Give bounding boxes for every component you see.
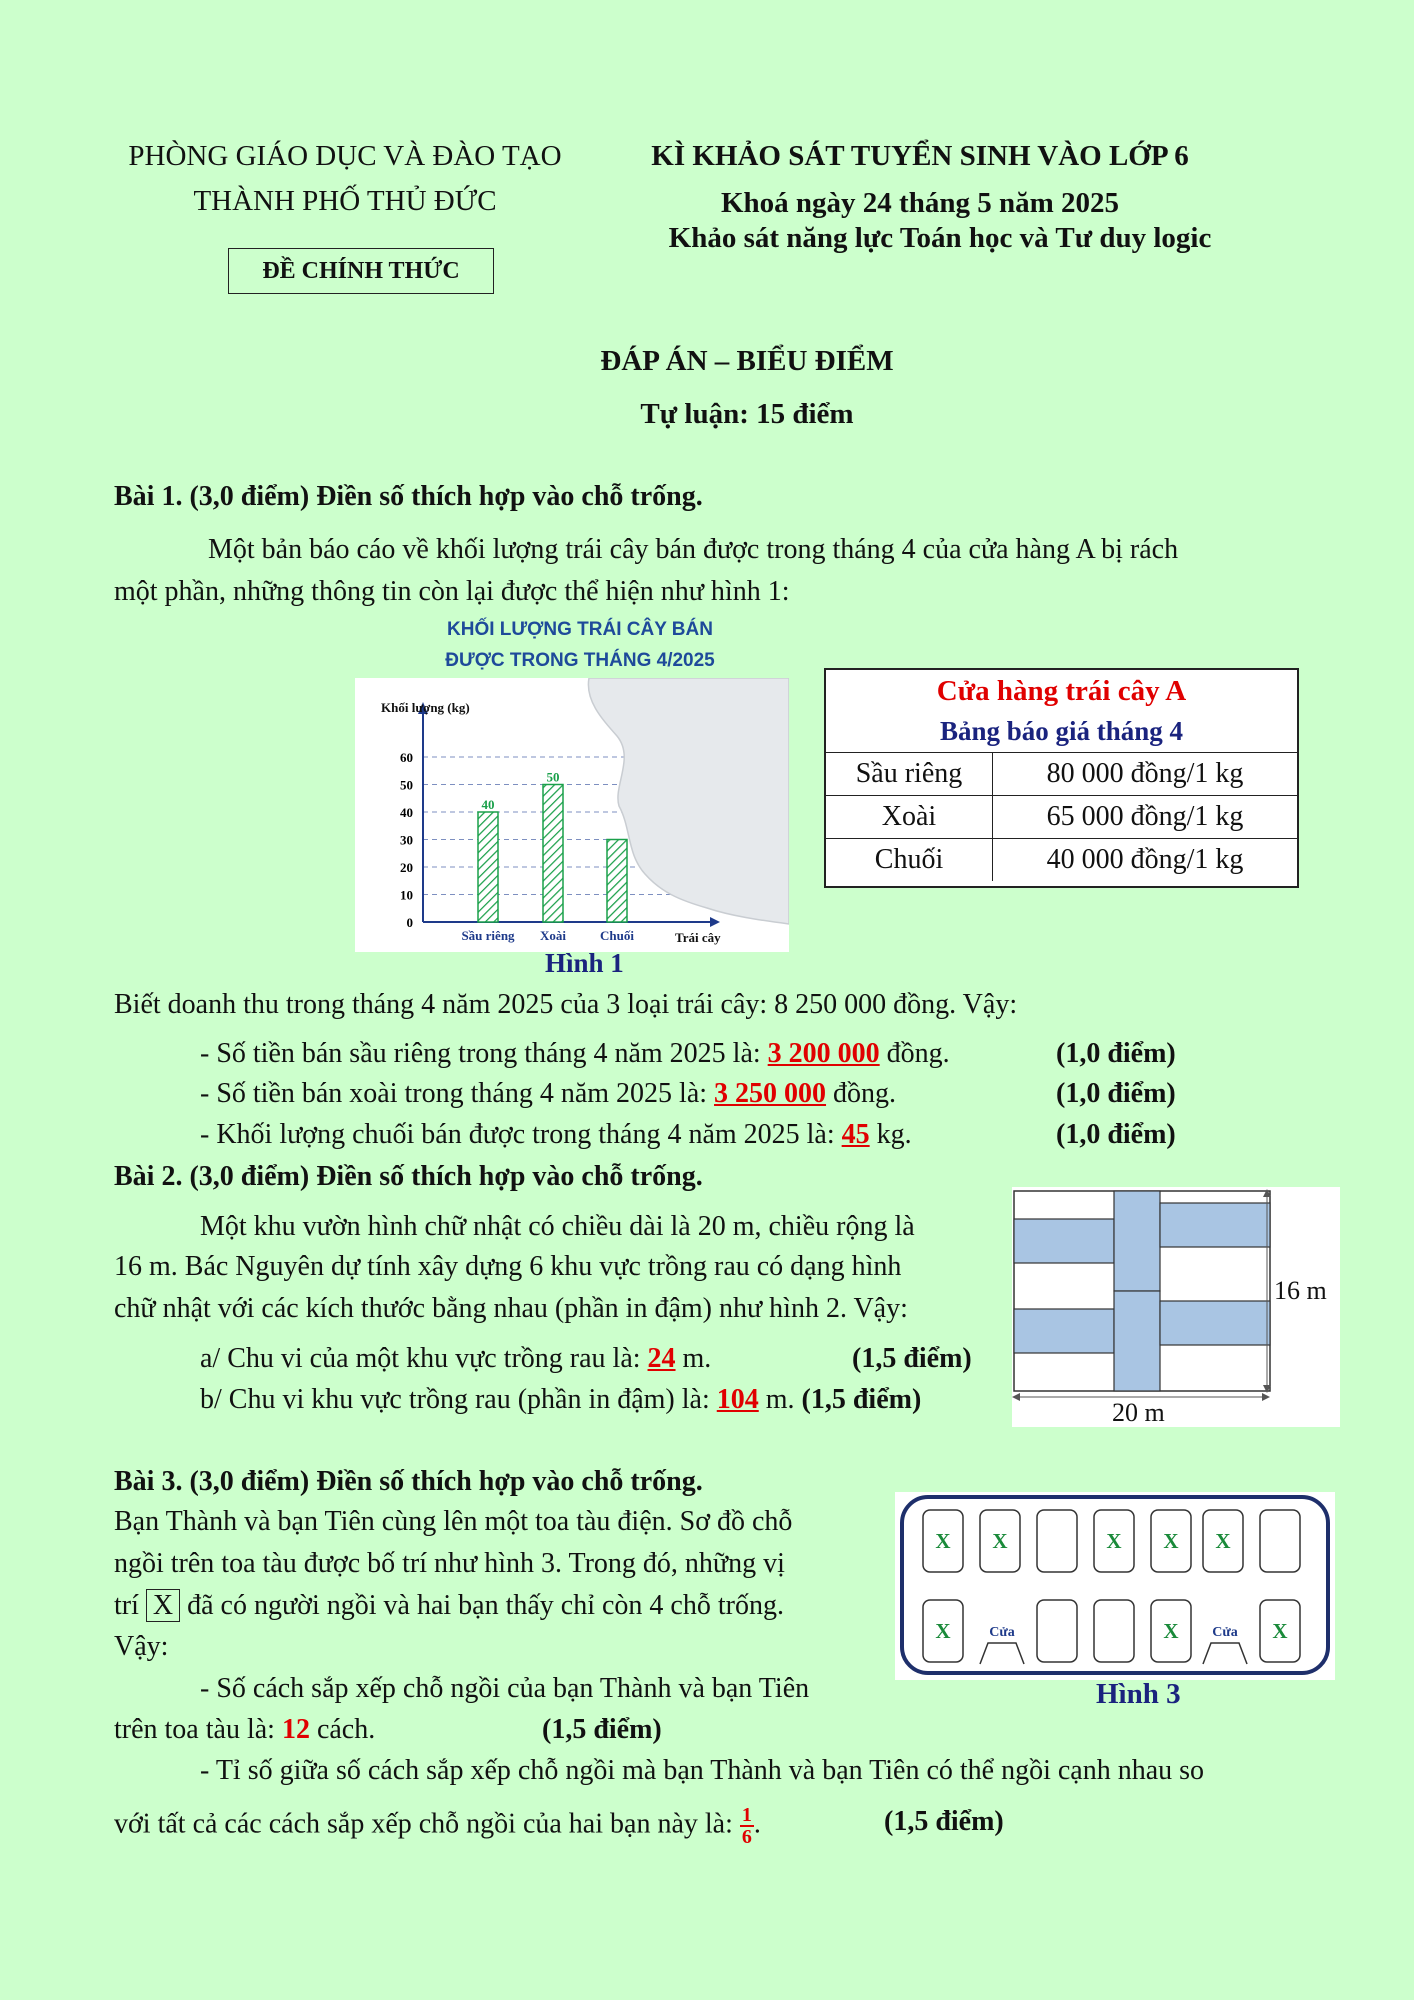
fruit-price: 80 000 đồng/1 kg bbox=[993, 753, 1298, 796]
price-table-subtitle: Bảng báo giá tháng 4 bbox=[826, 712, 1297, 753]
fraction-answer: $\frac{1}{6}$ bbox=[741, 1804, 752, 1848]
page-title: ĐÁP ÁN – BIỂU ĐIỂM bbox=[600, 345, 894, 377]
bai1-points-3: (1,0 điểm) bbox=[1056, 1119, 1176, 1150]
bai3-q2-line1: - Tỉ số giữa số cách sắp xếp chỗ ngồi mà bạn Thành và bạn Tiên có thể ngồi cạnh nhau so bbox=[200, 1755, 1205, 1786]
bai3-q2-line2: với tất cả các cách sắp xếp chỗ ngồi của hai bạn này là: $\frac{1}{6}$ . bbox=[114, 1804, 761, 1848]
garden-figure bbox=[1012, 1187, 1340, 1427]
figure1-caption: Hình 1 bbox=[545, 948, 624, 978]
vegetable-plot bbox=[1160, 1301, 1270, 1345]
seat-mark: X bbox=[935, 1529, 951, 1553]
empty-seat bbox=[1037, 1600, 1077, 1662]
bai3-q1-line2: trên toa tàu là: 12 cách. bbox=[114, 1714, 376, 1745]
figure3-caption: Hình 3 bbox=[1096, 1678, 1181, 1710]
price-row bbox=[826, 753, 1297, 796]
chart-category-label: Sầu riêng bbox=[461, 928, 515, 943]
chart-bar-value-label: 50 bbox=[546, 769, 560, 785]
vegetable-plot bbox=[1160, 1203, 1270, 1247]
official-stamp: ĐỀ CHÍNH THỨC bbox=[228, 248, 494, 294]
seat-mark: X bbox=[1163, 1529, 1179, 1553]
door-label: Cửa bbox=[989, 1625, 1015, 1640]
fruit-price: 40 000 đồng/1 kg bbox=[993, 839, 1298, 882]
seat-mark: X bbox=[1272, 1619, 1288, 1643]
price-row bbox=[826, 796, 1297, 839]
width-label: 20 m bbox=[1112, 1398, 1165, 1427]
bai1-points-1: (1,0 điểm) bbox=[1056, 1038, 1176, 1069]
fruit-name: Sầu riêng bbox=[826, 753, 993, 796]
seat-mark: X bbox=[1106, 1529, 1122, 1553]
bai2-paragraph-line2: 16 m. Bác Nguyên dự tính xây dựng 6 khu vực trồng rau có dạng hình bbox=[114, 1251, 902, 1282]
bai2-answer-a: a/ Chu vi của một khu vực trồng rau là: 24 m. bbox=[200, 1343, 712, 1374]
chart-y-tick-label: 0 bbox=[406, 915, 413, 930]
chart-y-tick-label: 10 bbox=[400, 887, 413, 903]
bai1-answer-line-2: - Số tiền bán xoài trong tháng 4 năm 2025 là: 3 250 000 đồng. bbox=[200, 1078, 897, 1109]
vegetable-plot bbox=[1014, 1309, 1114, 1353]
answer-value: 45 bbox=[841, 1119, 870, 1150]
header-left-line1: PHÒNG GIÁO DỤC VÀ ĐÀO TẠO bbox=[128, 140, 562, 172]
train-seat-figure bbox=[895, 1492, 1335, 1680]
bai3-line3: trí X đã có người ngồi và hai bạn thấy chỉ còn 4 chỗ trống. bbox=[114, 1590, 784, 1621]
page-subtitle: Tự luận: 15 điểm bbox=[640, 398, 854, 430]
chart-bar bbox=[607, 840, 627, 923]
price-table bbox=[824, 668, 1299, 888]
chart-y-tick-label: 50 bbox=[400, 777, 413, 793]
bai2-paragraph-line1: Một khu vườn hình chữ nhật có chiều dài là 20 m, chiều rộng là bbox=[200, 1211, 915, 1242]
bai1-answer-line-1: - Số tiền bán sầu riêng trong tháng 4 năm 2025 là: 3 200 000 đồng. bbox=[200, 1038, 950, 1069]
chart-category-label: Chuối bbox=[600, 928, 634, 943]
bai1-paragraph-line1: Một bản báo cáo về khối lượng trái cây bán được trong tháng 4 của cửa hàng A bị rách bbox=[208, 534, 1179, 565]
bai1-heading: Bài 1. (3,0 điểm) Điền số thích hợp vào chỗ trống. bbox=[114, 481, 703, 512]
fruit-name: Chuối bbox=[826, 839, 993, 882]
seats-top-row bbox=[923, 1510, 1300, 1572]
seat-mark: X bbox=[1163, 1619, 1179, 1643]
bai3-line1: Bạn Thành và bạn Tiên cùng lên một toa tàu điện. Sơ đồ chỗ bbox=[114, 1506, 793, 1537]
header-right-line1: KÌ KHẢO SÁT TUYỂN SINH VÀO LỚP 6 bbox=[651, 140, 1189, 172]
bai3-q1-line1: - Số cách sắp xếp chỗ ngồi của bạn Thành và bạn Tiên bbox=[200, 1673, 810, 1704]
price-row bbox=[826, 839, 1297, 882]
header-left-line2: THÀNH PHỐ THỦ ĐỨC bbox=[193, 185, 497, 217]
fruit-name: Xoài bbox=[826, 796, 993, 839]
header-right-line3: Khảo sát năng lực Toán học và Tư duy logic bbox=[668, 222, 1212, 254]
bai1-revenue-text: Biết doanh thu trong tháng 4 năm 2025 của 3 loại trái cây: 8 250 000 đồng. Vậy: bbox=[114, 989, 1018, 1020]
vegetable-plot bbox=[1114, 1191, 1160, 1291]
seat-mark: X bbox=[935, 1619, 951, 1643]
seat-mark: X bbox=[992, 1529, 1008, 1553]
chart-y-tick-label: 60 bbox=[400, 750, 413, 765]
empty-seat bbox=[1037, 1510, 1077, 1572]
chart-y-tick-label: 30 bbox=[400, 832, 413, 848]
chart-category-label: Xoài bbox=[540, 928, 566, 943]
bai2-paragraph-line3: chữ nhật với các kích thước bằng nhau (phần in đậm) như hình 2. Vậy: bbox=[114, 1293, 908, 1324]
chart-bar bbox=[543, 785, 563, 923]
vegetable-plot bbox=[1114, 1291, 1160, 1391]
chart-x-label: Trái cây bbox=[675, 930, 721, 945]
door-label: Cửa bbox=[1212, 1625, 1238, 1640]
bai1-answer-line-3: - Khối lượng chuối bán được trong tháng 4 năm 2025 là: 45 kg. bbox=[200, 1119, 912, 1150]
answer-value: 24 bbox=[647, 1343, 676, 1374]
empty-seat bbox=[1094, 1600, 1134, 1662]
price-table-title: Cửa hàng trái cây A bbox=[936, 675, 1187, 707]
bai3-heading: Bài 3. (3,0 điểm) Điền số thích hợp vào chỗ trống. bbox=[114, 1466, 703, 1497]
answer-value: 3 200 000 bbox=[767, 1038, 880, 1069]
header-right-line2: Khoá ngày 24 tháng 5 năm 2025 bbox=[720, 187, 1119, 219]
height-label: 16 m bbox=[1274, 1276, 1327, 1305]
bai3-line2: ngồi trên toa tàu được bố trí như hình 3. Trong đó, những vị bbox=[114, 1548, 785, 1579]
bai1-points-2: (1,0 điểm) bbox=[1056, 1078, 1176, 1109]
occupied-seat-legend: X bbox=[146, 1589, 180, 1622]
bai3-q1-points: (1,5 điểm) bbox=[542, 1714, 662, 1745]
fruit-price: 65 000 đồng/1 kg bbox=[993, 796, 1298, 839]
vegetable-plot bbox=[1014, 1219, 1114, 1263]
bai2-points-a: (1,5 điểm) bbox=[852, 1343, 972, 1374]
bai3-line4: Vậy: bbox=[114, 1631, 169, 1662]
chart-y-tick-label: 40 bbox=[400, 805, 413, 820]
chart-bar bbox=[478, 812, 498, 922]
fruit-weight-chart bbox=[355, 678, 789, 952]
answer-value: 104 bbox=[716, 1384, 759, 1415]
chart-title-line2: ĐƯỢC TRONG THÁNG 4/2025 bbox=[445, 650, 715, 671]
bai2-heading: Bài 2. (3,0 điểm) Điền số thích hợp vào chỗ trống. bbox=[114, 1161, 703, 1192]
chart-title-line1: KHỐI LƯỢNG TRÁI CÂY BÁN bbox=[447, 619, 713, 640]
chart-y-label: Khối lượng (kg) bbox=[381, 700, 470, 715]
bai1-paragraph-line2: một phần, những thông tin còn lại được thể hiện như hình 1: bbox=[114, 576, 790, 607]
empty-seat bbox=[1260, 1510, 1300, 1572]
answer-value: 3 250 000 bbox=[714, 1078, 827, 1109]
seat-mark: X bbox=[1215, 1529, 1231, 1553]
answer-value: 12 bbox=[281, 1714, 310, 1745]
bai2-answer-b: b/ Chu vi khu vực trồng rau (phần in đậm) là: 104 m. (1,5 điểm) bbox=[200, 1384, 922, 1415]
chart-bar-value-label: 40 bbox=[481, 797, 495, 812]
bai2-points-b: (1,5 điểm) bbox=[801, 1384, 922, 1415]
bai3-q2-points: (1,5 điểm) bbox=[884, 1806, 1004, 1837]
chart-y-tick-label: 20 bbox=[400, 860, 413, 875]
